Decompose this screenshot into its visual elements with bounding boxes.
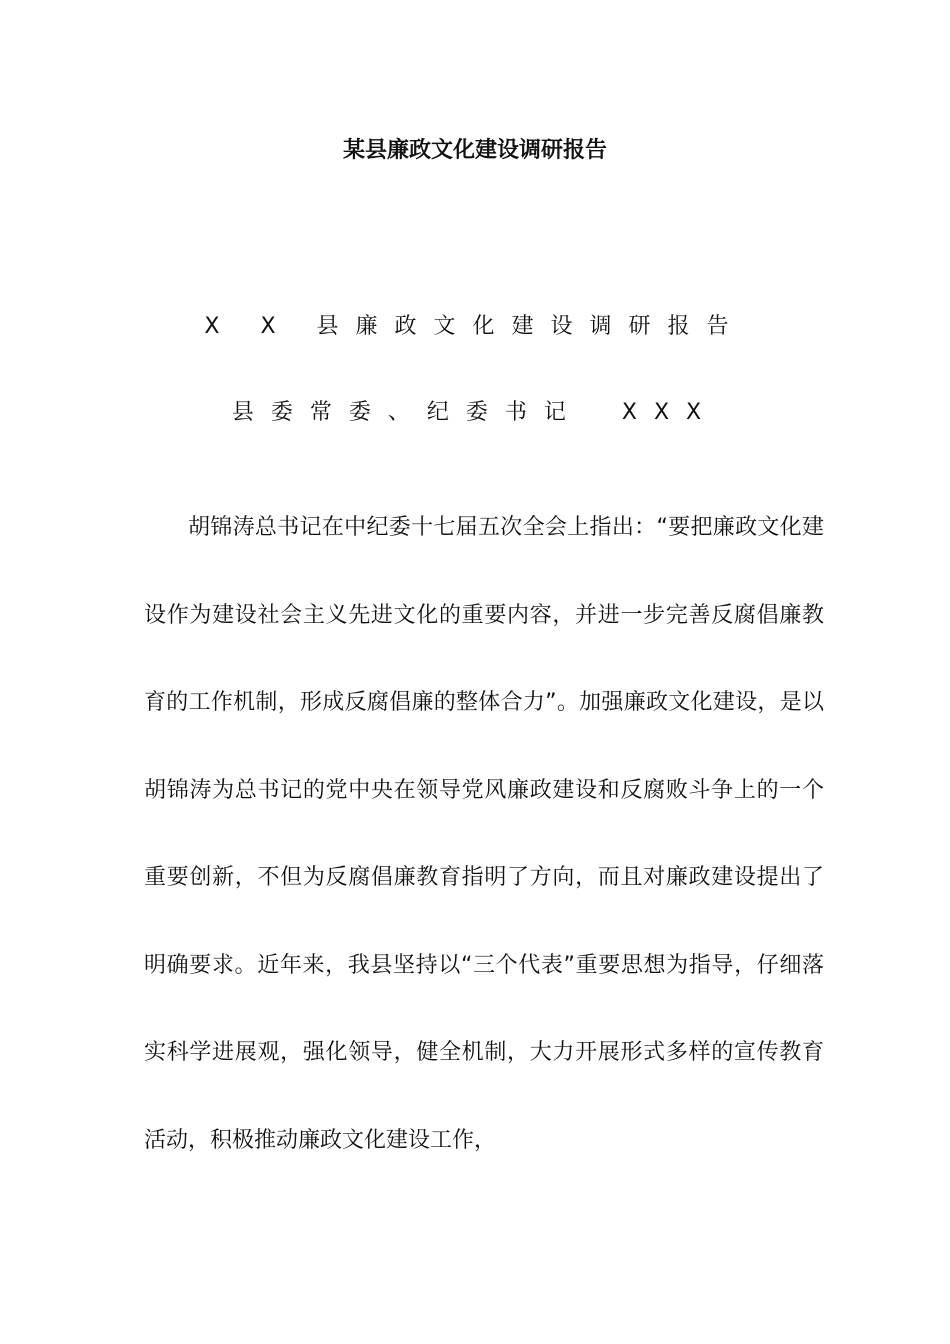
body-paragraph: 胡锦涛总书记在中纪委十七届五次全会上指出：“要把廉政文化建设作为建设社会主义先进文化的重要内容，并进一步完善反腐倡廉教育的工作机制，形成反腐倡廉的整体合力”。加强廉政文化建设，是以胡锦涛为总书记的党中央在领导党风廉政建设和反腐败斗争上的一个重要创新，不但为反腐倡廉教育指明了方向，而且对廉政建设提出了明确要求。近年来，我县坚持以“三个代表”重要思想为指导，仔细落实科学进展观，强化领导，健全机制，大力开展形式多样的宣传教育活动，积极推动廉政文化建设工作， bbox=[144, 515, 824, 1153]
author-line: 县委常委、纪委书记 XXX bbox=[231, 400, 719, 425]
report-heading: X X 县廉政文化建设调研报告 bbox=[204, 314, 746, 339]
document-title: 某县廉政文化建设调研报告 bbox=[342, 138, 607, 163]
